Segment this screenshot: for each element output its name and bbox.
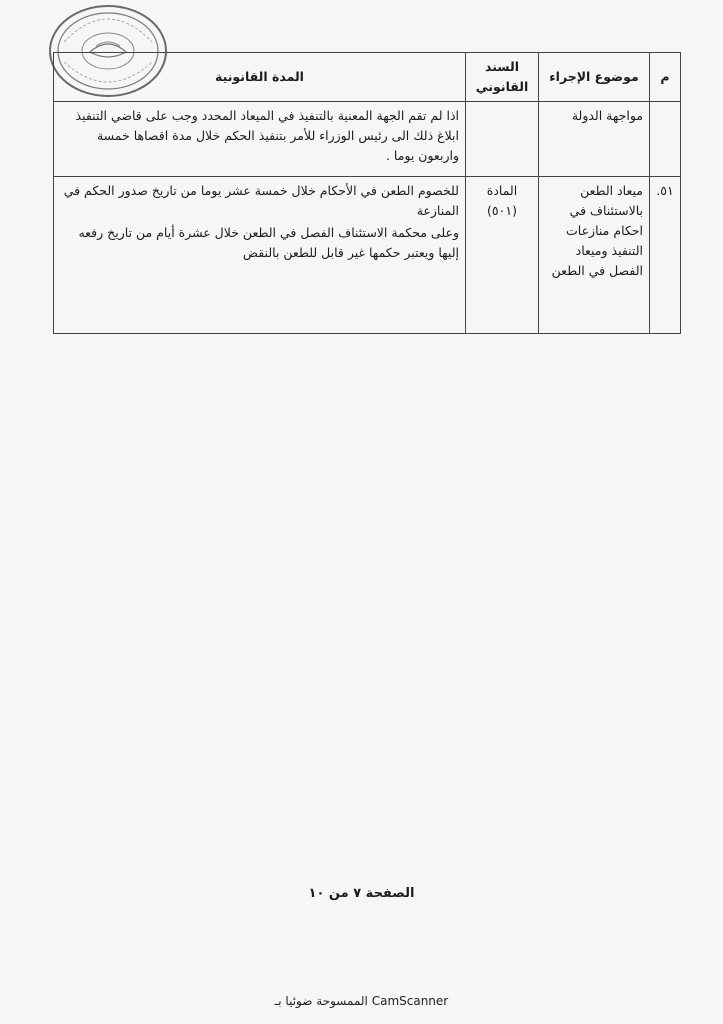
page-number-footer: الصفحة ٧ من ١٠ <box>308 886 415 901</box>
row-subject: مواجهة الدولة <box>539 102 650 177</box>
row-number: ٥١. <box>650 177 681 334</box>
header-legal-ref-line1: السند <box>484 59 520 74</box>
header-duration: المدة القانونية <box>54 53 466 102</box>
camscanner-watermark: الممسوحة ضوئيا بـ CamScanner <box>274 994 449 1008</box>
duration-paragraph: وعلى محكمة الاستئناف الفصل في الطعن خلال عشرة أيام من تاريخ رفعه إليها ويعتبر حكمها غير قابل للطعن بالنقض <box>78 225 459 260</box>
procedures-table <box>53 52 681 334</box>
row-subject: ميعاد الطعن بالاستئناف في احكام منازعات التنفيذ وميعاد الفصل في الطعن <box>539 177 650 334</box>
header-legal-ref-line2: القانوني <box>475 79 529 94</box>
table-row <box>54 177 681 334</box>
row-duration <box>54 177 466 334</box>
table-row <box>54 102 681 177</box>
duration-paragraph: للخصوم الطعن في الأحكام خلال خمسة عشر يوما من تاريخ صدور الحكم في المنازعة <box>63 183 459 218</box>
row-legal-ref <box>466 102 539 177</box>
header-number: م <box>650 53 681 102</box>
duration-paragraph: اذا لم تقم الجهة المعنية بالتنفيذ في الميعاد المحدد وجب على قاضي التنفيذ ابلاغ ذلك الى رئيس الوزراء للأمر بتنفيذ الحكم خلال مدة اقصاها خمسة واربعون يوما . <box>75 108 459 163</box>
row-number <box>650 102 681 177</box>
header-legal-ref <box>466 53 539 102</box>
row-duration <box>54 102 466 177</box>
row-legal-ref: المادة (٥٠١) <box>466 177 539 334</box>
table-header-row <box>54 53 681 102</box>
header-subject: موضوع الإجراء <box>539 53 650 102</box>
